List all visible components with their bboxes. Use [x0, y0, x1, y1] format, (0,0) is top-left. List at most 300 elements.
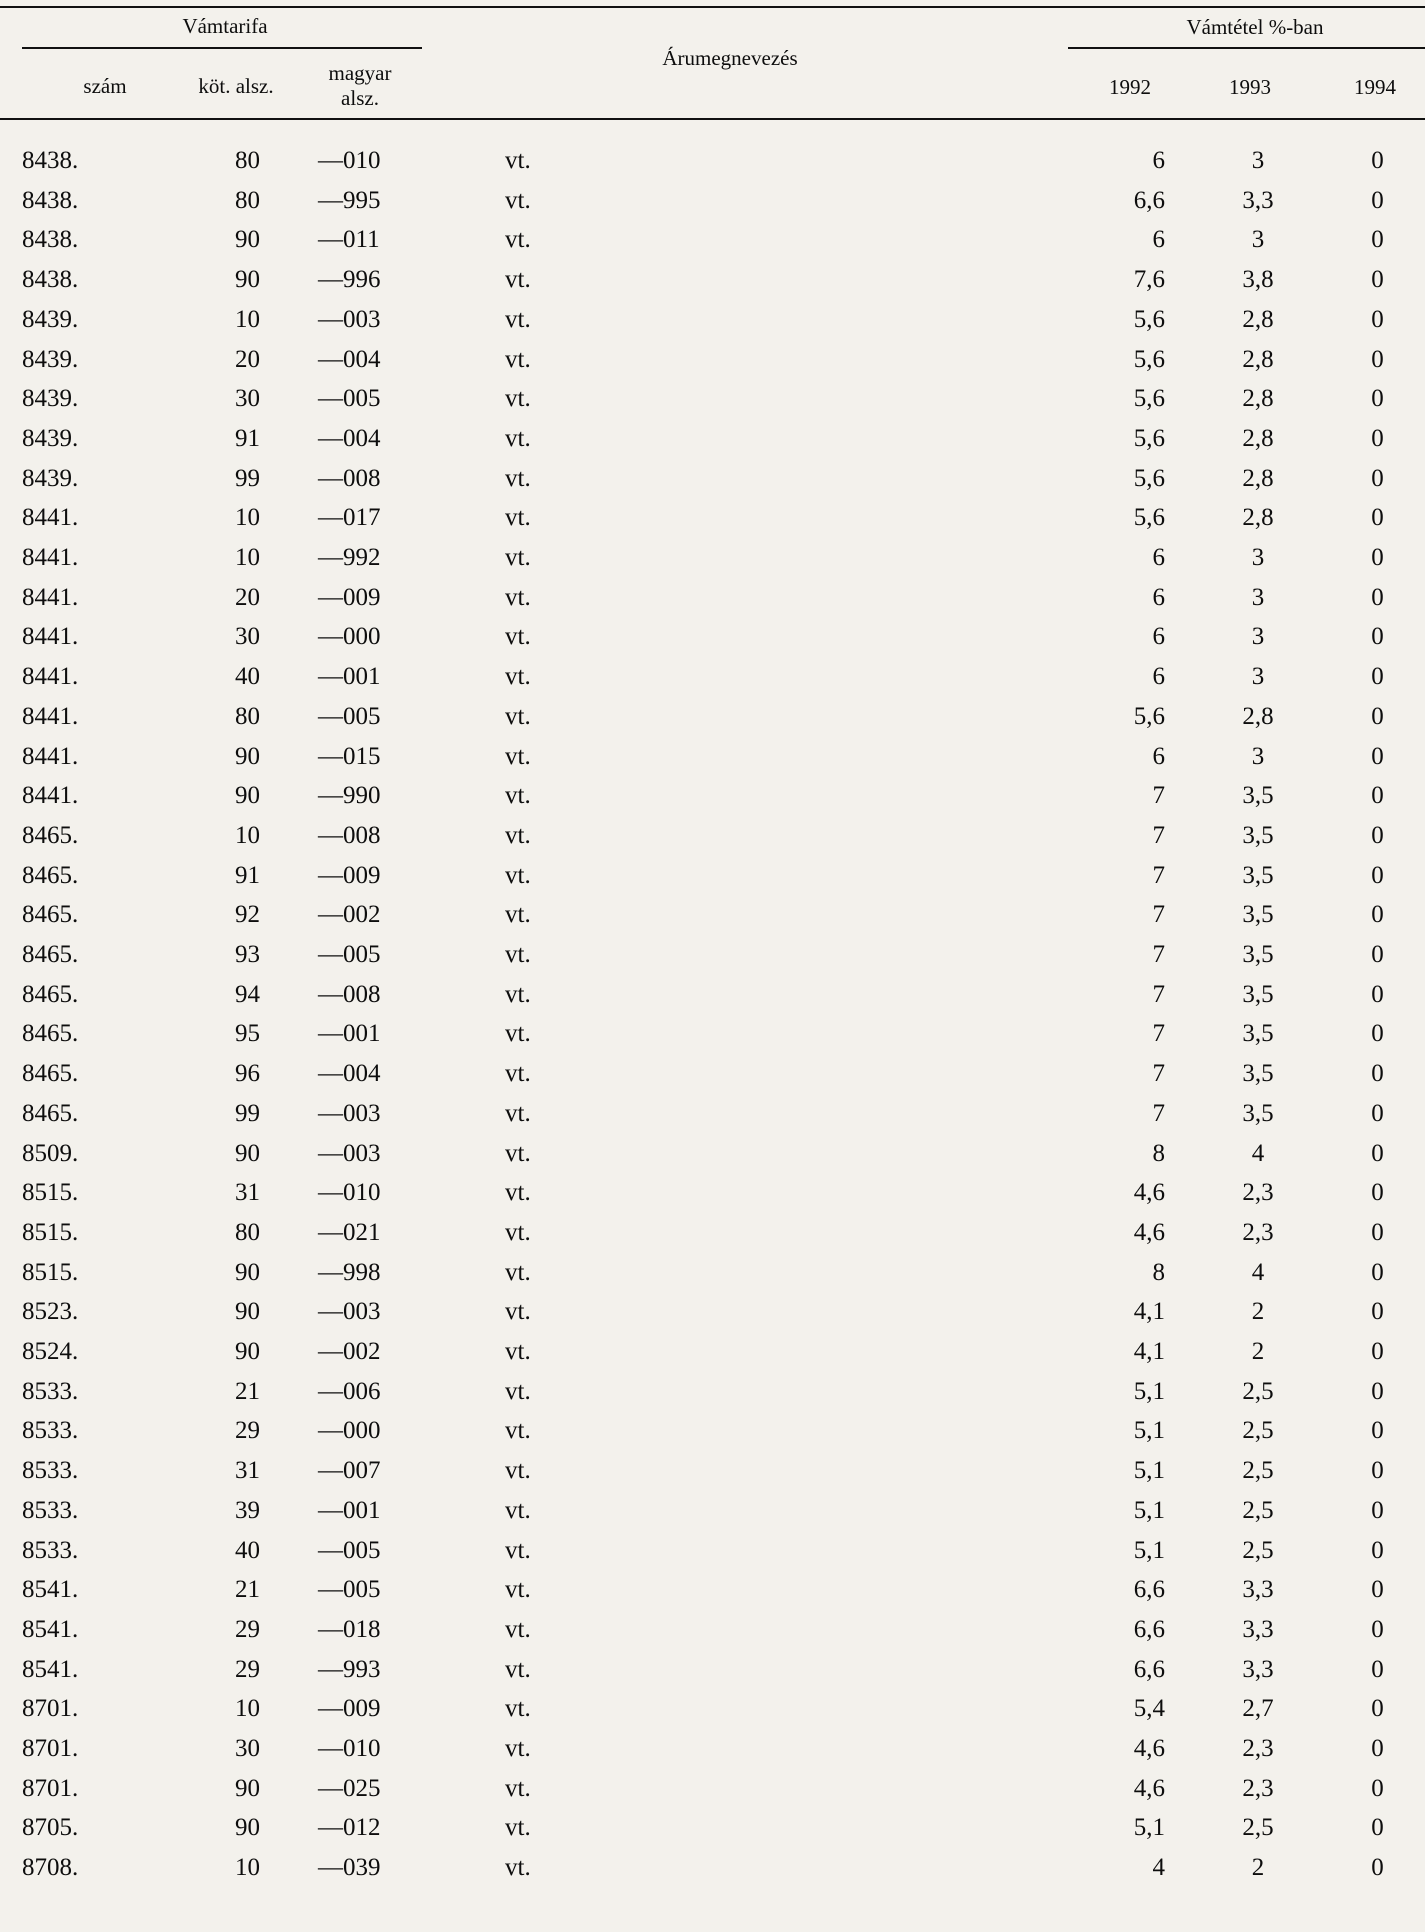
- cell-1992: 4,6: [1133, 1179, 1165, 1207]
- cell-kot-alsz: 31: [235, 1179, 260, 1207]
- cell-szam: 8441.: [22, 782, 79, 810]
- cell-1993: 3: [1251, 623, 1265, 651]
- cell-1994: 0: [1371, 1179, 1384, 1207]
- cell-magyar-alsz: —003: [318, 305, 381, 333]
- cell-kot-alsz: 30: [235, 623, 260, 651]
- cell-szam: 8465.: [22, 901, 79, 929]
- cell-arumegnevezes: vt.: [505, 583, 531, 611]
- cell-1994: 0: [1371, 1496, 1384, 1524]
- vamtarifa-underline: [22, 47, 422, 49]
- header-1994: 1994: [1354, 75, 1396, 99]
- table-row: [0, 1253, 1425, 1293]
- table-row: [0, 1570, 1425, 1610]
- cell-1992: 7: [1152, 1099, 1165, 1127]
- cell-1994: 0: [1371, 186, 1384, 214]
- cell-1993: 3: [1251, 742, 1265, 770]
- cell-arumegnevezes: vt.: [505, 1377, 531, 1405]
- cell-arumegnevezes: vt.: [505, 1814, 531, 1842]
- cell-kot-alsz: 29: [235, 1615, 260, 1643]
- table-row: [0, 1411, 1425, 1451]
- cell-1993: 3,3: [1242, 1576, 1274, 1604]
- cell-arumegnevezes: vt.: [505, 1536, 531, 1564]
- cell-1993: 4: [1251, 1258, 1265, 1286]
- table-row: [0, 498, 1425, 538]
- cell-arumegnevezes: vt.: [505, 1854, 531, 1882]
- cell-1992: 7,6: [1133, 266, 1165, 294]
- cell-magyar-alsz: —015: [318, 742, 381, 770]
- cell-arumegnevezes: vt.: [505, 147, 531, 174]
- cell-arumegnevezes: vt.: [505, 782, 531, 810]
- cell-szam: 8541.: [22, 1655, 79, 1683]
- cell-1992: 8: [1152, 1139, 1165, 1167]
- table-row: [0, 1491, 1425, 1531]
- cell-1993: 4: [1251, 1139, 1265, 1167]
- cell-kot-alsz: 10: [235, 1854, 260, 1882]
- cell-1992: 6: [1152, 742, 1165, 770]
- cell-szam: 8465.: [22, 1099, 79, 1127]
- cell-magyar-alsz: —009: [318, 1695, 381, 1723]
- cell-1994: 0: [1371, 385, 1384, 413]
- cell-magyar-alsz: —000: [318, 1417, 381, 1445]
- cell-szam: 8439.: [22, 345, 79, 373]
- cell-magyar-alsz: —003: [318, 1298, 381, 1326]
- cell-1992: 6: [1152, 663, 1165, 691]
- cell-1993: 2,3: [1242, 1735, 1274, 1762]
- cell-magyar-alsz: —992: [318, 544, 381, 571]
- cell-1993: 2,3: [1242, 1179, 1274, 1207]
- cell-1993: 2,5: [1242, 1377, 1274, 1405]
- cell-szam: 8701.: [22, 1735, 79, 1762]
- cell-magyar-alsz: —005: [318, 941, 381, 968]
- cell-kot-alsz: 80: [235, 147, 260, 174]
- cell-arumegnevezes: vt.: [505, 1457, 531, 1485]
- cell-szam: 8439.: [22, 385, 79, 413]
- cell-magyar-alsz: —025: [318, 1774, 381, 1802]
- cell-1992: 6: [1152, 623, 1165, 651]
- cell-1994: 0: [1371, 821, 1384, 849]
- cell-arumegnevezes: vt.: [505, 1298, 531, 1326]
- cell-kot-alsz: 90: [235, 1139, 260, 1167]
- cell-1992: 7: [1152, 980, 1165, 1008]
- cell-arumegnevezes: vt.: [505, 1099, 531, 1127]
- cell-kot-alsz: 91: [235, 424, 260, 452]
- cell-1992: 6,6: [1133, 1655, 1165, 1683]
- cell-szam: 8465.: [22, 941, 79, 968]
- cell-kot-alsz: 90: [235, 1298, 260, 1326]
- cell-szam: 8438.: [22, 147, 79, 174]
- cell-arumegnevezes: vt.: [505, 941, 531, 968]
- cell-1993: 3: [1251, 583, 1265, 611]
- cell-1994: 0: [1371, 266, 1384, 294]
- cell-1992: 8: [1152, 1258, 1165, 1286]
- cell-magyar-alsz: —995: [318, 186, 381, 214]
- table-row: [0, 1650, 1425, 1690]
- cell-1994: 0: [1371, 980, 1384, 1008]
- cell-1992: 4,6: [1133, 1774, 1165, 1802]
- cell-kot-alsz: 99: [235, 464, 260, 492]
- cell-kot-alsz: 80: [235, 702, 260, 730]
- header-szam: szám: [83, 74, 127, 98]
- cell-szam: 8708.: [22, 1854, 79, 1882]
- cell-kot-alsz: 20: [235, 345, 260, 373]
- cell-kot-alsz: 90: [235, 1774, 260, 1802]
- table-row: [0, 340, 1425, 380]
- cell-kot-alsz: 80: [235, 186, 260, 214]
- cell-kot-alsz: 40: [235, 1536, 260, 1564]
- cell-1992: 6: [1152, 147, 1165, 174]
- cell-arumegnevezes: vt.: [505, 266, 531, 294]
- cell-1992: 6,6: [1133, 186, 1165, 214]
- cell-1992: 6,6: [1133, 1615, 1165, 1643]
- cell-1994: 0: [1371, 782, 1384, 810]
- cell-1992: 7: [1152, 941, 1165, 968]
- cell-1994: 0: [1371, 504, 1384, 532]
- cell-arumegnevezes: vt.: [505, 1020, 531, 1048]
- cell-magyar-alsz: —039: [318, 1854, 381, 1882]
- table-row: [0, 419, 1425, 459]
- cell-1994: 0: [1371, 1854, 1384, 1882]
- cell-arumegnevezes: vt.: [505, 1774, 531, 1802]
- cell-1994: 0: [1371, 623, 1384, 651]
- cell-kot-alsz: 10: [235, 1695, 260, 1723]
- cell-1994: 0: [1371, 1695, 1384, 1723]
- cell-kot-alsz: 39: [235, 1496, 260, 1524]
- table-row: [0, 1014, 1425, 1054]
- cell-szam: 8438.: [22, 186, 79, 214]
- cell-szam: 8439.: [22, 424, 79, 452]
- cell-1993: 3,5: [1242, 782, 1274, 810]
- cell-arumegnevezes: vt.: [505, 980, 531, 1008]
- cell-1992: 4,1: [1133, 1298, 1165, 1326]
- cell-szam: 8524.: [22, 1338, 79, 1365]
- cell-1994: 0: [1371, 464, 1384, 492]
- cell-kot-alsz: 90: [235, 266, 260, 294]
- header-kot-alsz: köt. alsz.: [198, 74, 274, 98]
- cell-kot-alsz: 90: [235, 742, 260, 770]
- cell-szam: 8465.: [22, 1020, 79, 1048]
- cell-1994: 0: [1371, 1615, 1384, 1643]
- table-row: [0, 657, 1425, 697]
- cell-magyar-alsz: —010: [318, 1735, 381, 1762]
- cell-szam: 8465.: [22, 980, 79, 1008]
- cell-1993: 2: [1251, 1338, 1265, 1365]
- header-1993: 1993: [1229, 75, 1271, 99]
- cell-magyar-alsz: —002: [318, 1338, 381, 1365]
- cell-magyar-alsz: —008: [318, 980, 381, 1008]
- cell-arumegnevezes: vt.: [505, 464, 531, 492]
- cell-1993: 3,3: [1242, 186, 1274, 214]
- cell-kot-alsz: 10: [235, 821, 260, 849]
- cell-1993: 3,8: [1242, 266, 1274, 294]
- cell-szam: 8541.: [22, 1576, 79, 1604]
- cell-szam: 8441.: [22, 544, 79, 571]
- cell-magyar-alsz: —001: [318, 1020, 381, 1048]
- table-row: [0, 1769, 1425, 1809]
- cell-magyar-alsz: —021: [318, 1218, 381, 1246]
- cell-1994: 0: [1371, 226, 1384, 254]
- cell-arumegnevezes: vt.: [505, 1655, 531, 1683]
- cell-arumegnevezes: vt.: [505, 742, 531, 770]
- cell-magyar-alsz: —005: [318, 1536, 381, 1564]
- cell-1994: 0: [1371, 345, 1384, 373]
- cell-kot-alsz: 95: [235, 1020, 260, 1048]
- cell-1993: 2,8: [1242, 424, 1274, 452]
- cell-1994: 0: [1371, 861, 1384, 889]
- table-row: [0, 1689, 1425, 1729]
- cell-1994: 0: [1371, 1735, 1384, 1762]
- cell-1993: 3: [1251, 147, 1265, 174]
- cell-arumegnevezes: vt.: [505, 1417, 531, 1445]
- header-vamtarifa: Vámtarifa: [182, 14, 268, 38]
- cell-magyar-alsz: —005: [318, 1576, 381, 1604]
- table-row: [0, 141, 1425, 181]
- cell-arumegnevezes: vt.: [505, 1179, 531, 1207]
- cell-1992: 6,6: [1133, 1576, 1165, 1604]
- cell-magyar-alsz: —998: [318, 1258, 381, 1286]
- cell-kot-alsz: 90: [235, 1258, 260, 1286]
- cell-magyar-alsz: —001: [318, 1496, 381, 1524]
- cell-1994: 0: [1371, 1020, 1384, 1048]
- cell-magyar-alsz: —002: [318, 901, 381, 929]
- cell-arumegnevezes: vt.: [505, 504, 531, 532]
- cell-szam: 8438.: [22, 226, 79, 254]
- cell-szam: 8533.: [22, 1417, 79, 1445]
- header-magyar-alsz-line1: magyar: [328, 61, 392, 85]
- cell-1992: 5,6: [1133, 424, 1165, 452]
- cell-1992: 5,6: [1133, 702, 1165, 730]
- table-row: [0, 1213, 1425, 1253]
- table-row: [0, 1292, 1425, 1332]
- cell-1994: 0: [1371, 1814, 1384, 1842]
- cell-magyar-alsz: —008: [318, 464, 381, 492]
- cell-arumegnevezes: vt.: [505, 1139, 531, 1167]
- table-row: [0, 895, 1425, 935]
- cell-1994: 0: [1371, 1139, 1384, 1167]
- cell-1993: 3,5: [1242, 980, 1274, 1008]
- cell-1992: 5,1: [1133, 1536, 1165, 1564]
- cell-1992: 7: [1152, 821, 1165, 849]
- cell-1992: 6: [1152, 583, 1165, 611]
- header-vamtetel: Vámtétel %-ban: [1186, 15, 1324, 39]
- cell-kot-alsz: 20: [235, 583, 260, 611]
- cell-1992: 5,6: [1133, 464, 1165, 492]
- cell-magyar-alsz: —003: [318, 1139, 381, 1167]
- cell-szam: 8515.: [22, 1258, 79, 1286]
- cell-1994: 0: [1371, 1060, 1384, 1088]
- cell-1992: 7: [1152, 861, 1165, 889]
- table-row: [0, 181, 1425, 221]
- cell-arumegnevezes: vt.: [505, 1496, 531, 1524]
- cell-1994: 0: [1371, 702, 1384, 730]
- table-row: [0, 737, 1425, 777]
- table-row: [0, 975, 1425, 1015]
- cell-1993: 2,8: [1242, 345, 1274, 373]
- cell-1994: 0: [1371, 1338, 1384, 1365]
- cell-kot-alsz: 90: [235, 782, 260, 810]
- cell-kot-alsz: 93: [235, 941, 260, 968]
- cell-1992: 4: [1152, 1854, 1165, 1882]
- cell-arumegnevezes: vt.: [505, 1576, 531, 1604]
- cell-1992: 5,1: [1133, 1496, 1165, 1524]
- table-row: [0, 697, 1425, 737]
- cell-magyar-alsz: —008: [318, 821, 381, 849]
- cell-magyar-alsz: —004: [318, 1060, 381, 1088]
- cell-1993: 3,5: [1242, 941, 1274, 968]
- cell-1993: 2,8: [1242, 385, 1274, 413]
- cell-arumegnevezes: vt.: [505, 226, 531, 254]
- cell-magyar-alsz: —005: [318, 702, 381, 730]
- cell-arumegnevezes: vt.: [505, 1258, 531, 1286]
- cell-kot-alsz: 90: [235, 226, 260, 254]
- cell-1994: 0: [1371, 305, 1384, 333]
- cell-1994: 0: [1371, 1457, 1384, 1485]
- header-bottom-rule: [0, 118, 1425, 120]
- cell-1992: 5,1: [1133, 1377, 1165, 1405]
- cell-magyar-alsz: —990: [318, 782, 381, 810]
- cell-1992: 5,1: [1133, 1417, 1165, 1445]
- cell-arumegnevezes: vt.: [505, 424, 531, 452]
- cell-1993: 2: [1251, 1298, 1265, 1326]
- cell-1993: 2,5: [1242, 1536, 1274, 1564]
- cell-szam: 8515.: [22, 1179, 79, 1207]
- cell-magyar-alsz: —018: [318, 1615, 381, 1643]
- table-row: [0, 1531, 1425, 1571]
- cell-1993: 3,5: [1242, 821, 1274, 849]
- cell-szam: 8465.: [22, 821, 79, 849]
- cell-magyar-alsz: —011: [318, 226, 380, 254]
- cell-magyar-alsz: —004: [318, 424, 381, 452]
- header-1992: 1992: [1109, 75, 1151, 99]
- table-row: [0, 1054, 1425, 1094]
- cell-szam: 8439.: [22, 464, 79, 492]
- cell-magyar-alsz: —001: [318, 663, 381, 691]
- vamtetel-underline: [1068, 47, 1425, 49]
- cell-szam: 8509.: [22, 1139, 79, 1167]
- cell-arumegnevezes: vt.: [505, 861, 531, 889]
- cell-1994: 0: [1371, 544, 1384, 571]
- cell-kot-alsz: 80: [235, 1218, 260, 1246]
- cell-magyar-alsz: —010: [318, 1179, 381, 1207]
- cell-1993: 2,5: [1242, 1496, 1274, 1524]
- cell-kot-alsz: 10: [235, 305, 260, 333]
- cell-1992: 5,6: [1133, 345, 1165, 373]
- table-row: [0, 1451, 1425, 1491]
- cell-1993: 2,3: [1242, 1218, 1274, 1246]
- cell-arumegnevezes: vt.: [505, 544, 531, 571]
- cell-1993: 3,5: [1242, 1060, 1274, 1088]
- table-row: [0, 816, 1425, 856]
- cell-1994: 0: [1371, 1298, 1384, 1326]
- cell-1994: 0: [1371, 901, 1384, 929]
- cell-szam: 8465.: [22, 861, 79, 889]
- cell-arumegnevezes: vt.: [505, 1695, 531, 1723]
- cell-1993: 3: [1251, 544, 1265, 571]
- cell-magyar-alsz: —010: [318, 147, 381, 174]
- cell-1994: 0: [1371, 941, 1384, 968]
- cell-szam: 8441.: [22, 742, 79, 770]
- cell-1993: 2,5: [1242, 1814, 1274, 1842]
- cell-1993: 2: [1251, 1854, 1265, 1882]
- cell-1993: 2,8: [1242, 702, 1274, 730]
- cell-szam: 8441.: [22, 663, 79, 691]
- cell-szam: 8533.: [22, 1377, 79, 1405]
- cell-1993: 2,8: [1242, 464, 1274, 492]
- cell-kot-alsz: 21: [235, 1377, 260, 1405]
- cell-1994: 0: [1371, 1258, 1384, 1286]
- cell-szam: 8701.: [22, 1695, 79, 1723]
- cell-kot-alsz: 30: [235, 1735, 260, 1762]
- cell-kot-alsz: 10: [235, 544, 260, 571]
- cell-1992: 7: [1152, 1020, 1165, 1048]
- cell-1994: 0: [1371, 424, 1384, 452]
- table-row: [0, 300, 1425, 340]
- table-row: [0, 538, 1425, 578]
- cell-szam: 8515.: [22, 1218, 79, 1246]
- cell-arumegnevezes: vt.: [505, 623, 531, 651]
- cell-kot-alsz: 94: [235, 980, 260, 1008]
- cell-magyar-alsz: —003: [318, 1099, 381, 1127]
- cell-1992: 6: [1152, 544, 1165, 571]
- cell-magyar-alsz: —012: [318, 1814, 381, 1842]
- table-row: [0, 1729, 1425, 1769]
- cell-kot-alsz: 10: [235, 504, 260, 532]
- cell-1994: 0: [1371, 1655, 1384, 1683]
- cell-szam: 8441.: [22, 504, 79, 532]
- cell-1993: 2,8: [1242, 305, 1274, 333]
- cell-magyar-alsz: —006: [318, 1377, 381, 1405]
- cell-1994: 0: [1371, 1576, 1384, 1604]
- table-row: [0, 1372, 1425, 1412]
- table-row: [0, 617, 1425, 657]
- cell-arumegnevezes: vt.: [505, 1060, 531, 1088]
- cell-arumegnevezes: vt.: [505, 1218, 531, 1246]
- cell-szam: 8439.: [22, 305, 79, 333]
- cell-1993: 3,3: [1242, 1655, 1274, 1683]
- cell-1993: 2,5: [1242, 1457, 1274, 1485]
- cell-kot-alsz: 40: [235, 663, 260, 691]
- cell-kot-alsz: 90: [235, 1338, 260, 1365]
- cell-arumegnevezes: vt.: [505, 1338, 531, 1365]
- cell-szam: 8523.: [22, 1298, 79, 1326]
- table-row: [0, 578, 1425, 618]
- cell-arumegnevezes: vt.: [505, 305, 531, 333]
- cell-1992: 5,4: [1133, 1695, 1165, 1723]
- cell-1992: 5,1: [1133, 1814, 1165, 1842]
- table-row: [0, 935, 1425, 975]
- cell-1992: 7: [1152, 782, 1165, 810]
- cell-kot-alsz: 92: [235, 901, 260, 929]
- cell-magyar-alsz: —017: [318, 504, 381, 532]
- cell-szam: 8533.: [22, 1457, 79, 1485]
- cell-magyar-alsz: —996: [318, 266, 381, 294]
- table-row: [0, 220, 1425, 260]
- cell-magyar-alsz: —993: [318, 1655, 381, 1683]
- top-rule: [0, 6, 1425, 8]
- cell-1992: 6: [1152, 226, 1165, 254]
- table-row: [0, 379, 1425, 419]
- cell-magyar-alsz: —000: [318, 623, 381, 651]
- cell-szam: 8533.: [22, 1536, 79, 1564]
- cell-1993: 2,3: [1242, 1774, 1274, 1802]
- cell-arumegnevezes: vt.: [505, 186, 531, 214]
- cell-arumegnevezes: vt.: [505, 663, 531, 691]
- header-arumegnevezes: Árumegnevezés: [662, 46, 798, 70]
- cell-1994: 0: [1371, 147, 1384, 174]
- cell-1993: 3,3: [1242, 1615, 1274, 1643]
- cell-1993: 3: [1251, 226, 1265, 254]
- cell-1993: 2,8: [1242, 504, 1274, 532]
- cell-arumegnevezes: vt.: [505, 1735, 531, 1762]
